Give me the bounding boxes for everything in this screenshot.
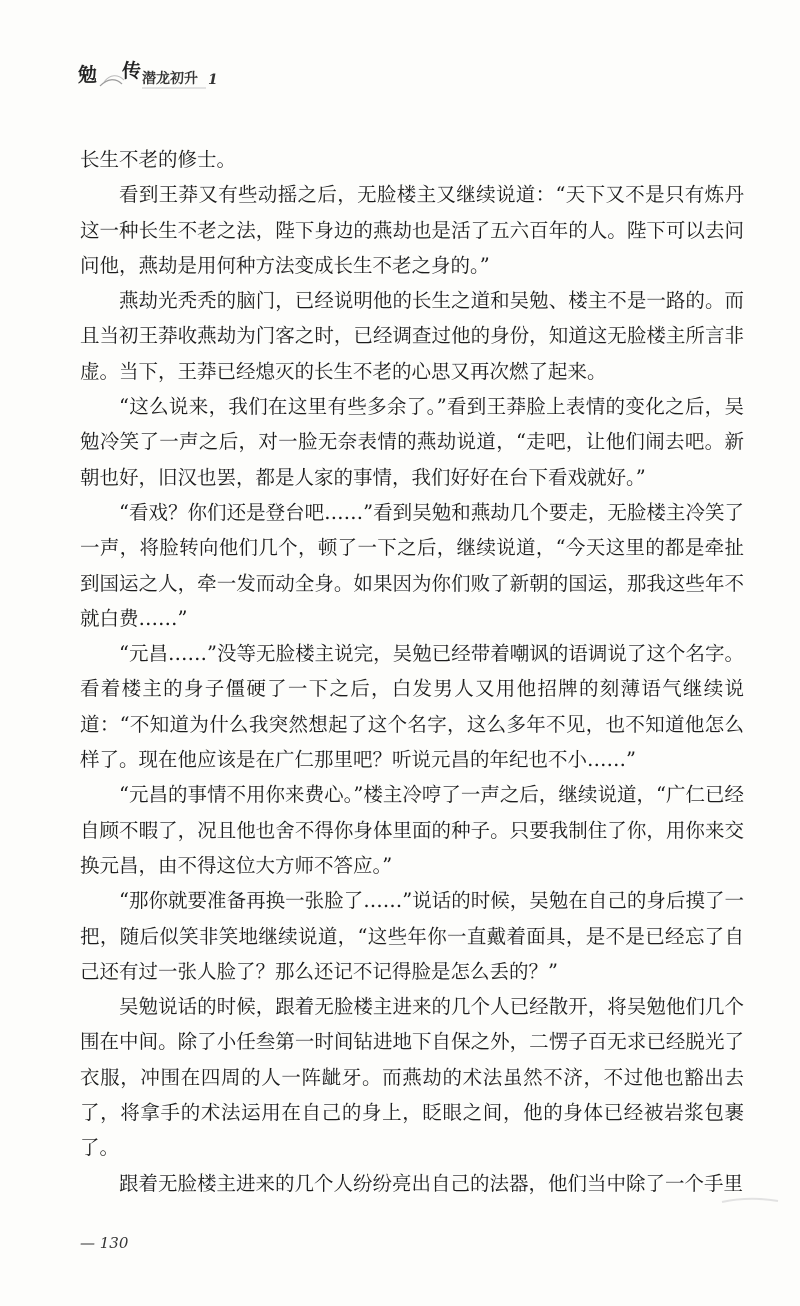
paragraph: 燕劫光秃秃的脑门，已经说明他的长生之道和吴勉、楼主不是一路的。而且当初王莽收燕劫为门客之时，已经调查过他的身份，知道这无脸楼主所言非虚。当下，王莽已经熄灭的长生不老的心思又再次燃了起来。	[80, 289, 744, 383]
header-title-char-2: 传	[122, 60, 142, 82]
paragraph: “这么说来，我们在这里有些多余了。”看到王莽脸上表情的变化之后，吴勉冷笑了一声之后，对一脸无奈表情的燕劫说道，“走吧，让他们闹去吧。新朝也好，旧汉也罢，都是人家的事情，我们好好在台下看戏就好。”	[80, 395, 744, 489]
header-title-char-1: 勉	[78, 64, 98, 86]
paragraph: 看到王莽又有些动摇之后，无脸楼主又继续说道：“天下又不是只有炼丹这一种长生不老之法，陛下身边的燕劫也是活了五六百年的人。陛下可以去问问他，燕劫是用何种方法变成长生不老之身的。”	[80, 183, 744, 277]
paragraph: “那你就要准备再换一张脸了……”说话的时候，吴勉在自己的身后摸了一把，随后似笑非笑地继续说道，“这些年你一直戴着面具，是不是已经忘了自己还有过一张人脸了？那么还记不记得脸是怎么丢的？”	[80, 889, 744, 983]
paragraph: “元昌的事情不用你来费心。”楼主冷哼了一声之后，继续说道，“广仁已经自顾不暇了，况且他也舍不得你身体里面的种子。只要我制住了你，用你来交换元昌，由不得这位大方师不答应。”	[80, 783, 744, 877]
paragraph: 吴勉说话的时候，跟着无脸楼主进来的几个人已经散开，将吴勉他们几个围在中间。除了小任叁第一时间钻进地下自保之外，二愣子百无求已经脱光了衣服，冲围在四周的人一阵龇牙。而燕劫的术法虽然不济，不过他也豁出去了，将拿手的术法运用在自己的身上，眨眼之间，他的身体已经被岩浆包裹了。	[80, 995, 744, 1160]
paragraph: 跟着无脸楼主进来的几个人纷纷亮出自己的法器，他们当中除了一个手里	[119, 1171, 744, 1195]
body-text	[80, 142, 744, 1201]
header-volume-number: 1	[208, 72, 218, 88]
running-header	[78, 56, 338, 100]
paragraph: 长生不老的修士。	[80, 148, 237, 171]
scan-smudge-icon	[720, 1196, 780, 1206]
page-number: — 130	[80, 1234, 129, 1252]
paragraph: “元昌……”没等无脸楼主说完，吴勉已经带着嘲讽的语调说了这个名字。看着楼主的身子僵硬了一下之后，白发男人又用他招牌的刻薄语气继续说道：“不知道为什么我突然想起了这个名字，这么多年不见，也不知道他怎么样了。现在他应该是在广仁那里吧？听说元昌的年纪也不小……”	[80, 642, 744, 772]
paragraph: “看戏？你们还是登台吧……”看到吴勉和燕劫几个要走，无脸楼主冷笑了一声，将脸转向他们几个，顿了一下之后，继续说道，“今天这里的都是牵扯到国运之人，牵一发而动全身。如果因为你们败了新朝的国运，那我这些年不就白费……”	[80, 500, 744, 630]
header-subtitle: 潜龙初升	[142, 71, 198, 87]
